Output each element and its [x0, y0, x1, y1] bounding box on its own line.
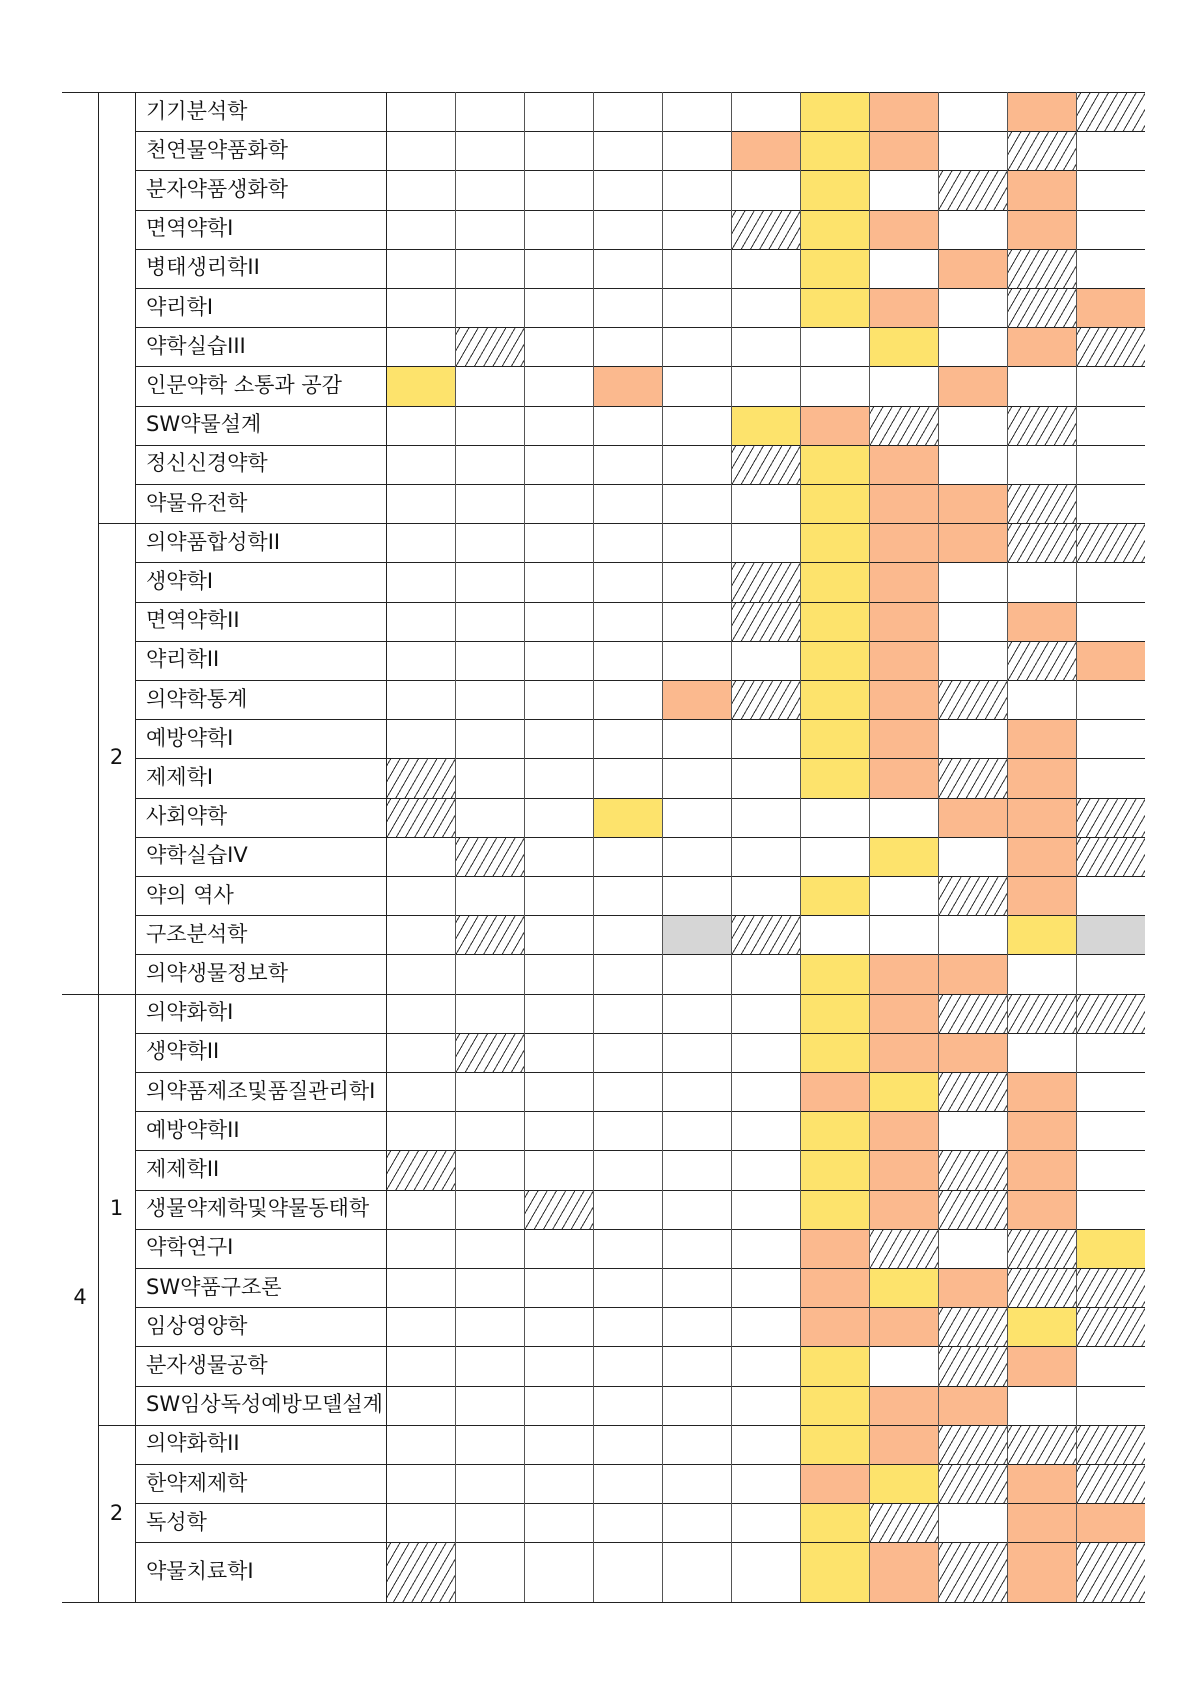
row-divider	[135, 210, 1145, 211]
competency-cell	[1007, 602, 1076, 641]
competency-cell	[800, 719, 869, 758]
column-divider	[938, 92, 939, 1602]
competency-cell	[938, 1307, 1007, 1346]
competency-cell	[1007, 288, 1076, 327]
row-divider	[135, 1190, 1145, 1191]
competency-cell	[800, 1503, 869, 1542]
competency-cell	[386, 1150, 455, 1189]
subject-name: 구조분석학	[146, 921, 248, 946]
competency-cell	[800, 249, 869, 288]
subject-name: 기기분석학	[146, 98, 248, 123]
column-divider	[386, 92, 387, 1602]
row-divider	[135, 1229, 1145, 1230]
competency-cell	[455, 837, 524, 876]
competency-cell	[869, 1542, 938, 1602]
competency-cell	[869, 327, 938, 366]
subject-name: 천연물약품화학	[146, 137, 289, 162]
subject-name: 생물약제학및약물동태학	[146, 1196, 370, 1221]
subject-name: 약학연구I	[146, 1235, 234, 1260]
competency-cell	[1076, 1542, 1145, 1602]
row-divider	[62, 92, 1145, 93]
competency-cell	[1007, 1111, 1076, 1150]
competency-cell	[869, 288, 938, 327]
competency-cell	[1007, 876, 1076, 915]
competency-cell	[869, 1229, 938, 1268]
competency-cell	[800, 1190, 869, 1229]
competency-cell	[800, 170, 869, 209]
column-divider	[98, 92, 99, 1602]
competency-cell	[869, 523, 938, 562]
row-divider	[135, 719, 1145, 720]
semester-label: 2	[109, 745, 124, 770]
row-divider	[135, 876, 1145, 877]
competency-cell	[1076, 798, 1145, 837]
competency-cell	[1007, 210, 1076, 249]
row-divider	[135, 798, 1145, 799]
row-divider	[135, 484, 1145, 485]
competency-cell	[800, 210, 869, 249]
column-divider	[662, 92, 663, 1602]
competency-cell	[455, 1033, 524, 1072]
subject-name: 약물유전학	[146, 490, 248, 515]
competency-cell	[455, 915, 524, 954]
row-divider	[98, 1425, 1145, 1426]
competency-cell	[869, 1190, 938, 1229]
column-divider	[869, 92, 870, 1602]
competency-cell	[938, 484, 1007, 523]
competency-cell	[1007, 327, 1076, 366]
column-divider	[455, 92, 456, 1602]
competency-cell	[938, 954, 1007, 993]
competency-cell	[869, 680, 938, 719]
competency-cell	[869, 1268, 938, 1307]
competency-cell	[938, 1346, 1007, 1385]
subject-name: 임상영양학	[146, 1313, 248, 1338]
column-divider	[731, 92, 732, 1602]
row-divider	[135, 1268, 1145, 1269]
competency-cell	[938, 758, 1007, 797]
row-divider	[135, 680, 1145, 681]
competency-cell	[869, 954, 938, 993]
competency-cell	[1076, 837, 1145, 876]
competency-cell	[1007, 1346, 1076, 1385]
competency-cell	[1007, 798, 1076, 837]
competency-cell	[869, 1503, 938, 1542]
competency-cell	[869, 994, 938, 1033]
competency-cell	[1076, 1464, 1145, 1503]
competency-cell	[593, 798, 662, 837]
competency-cell	[800, 406, 869, 445]
grade-label: 4	[73, 1285, 87, 1309]
competency-cell	[800, 641, 869, 680]
competency-cell	[800, 602, 869, 641]
competency-cell	[869, 445, 938, 484]
row-divider	[135, 1542, 1145, 1543]
row-divider	[135, 837, 1145, 838]
competency-cell	[938, 1386, 1007, 1425]
subject-name: 의약생물정보학	[146, 961, 289, 985]
subject-name: 정신신경약학	[146, 451, 268, 476]
subject-name: 사회약학	[146, 804, 228, 829]
subject-name: 생약학II	[146, 1039, 220, 1064]
subject-name: 약학실습III	[146, 333, 246, 358]
row-divider	[135, 915, 1145, 916]
competency-cell	[938, 1190, 1007, 1229]
competency-cell	[1007, 915, 1076, 954]
row-divider	[135, 954, 1145, 955]
competency-cell	[869, 641, 938, 680]
row-divider	[135, 1111, 1145, 1112]
subject-name: 의약학통계	[146, 686, 248, 711]
competency-cell	[800, 1346, 869, 1385]
row-divider	[135, 1072, 1145, 1073]
competency-cell	[800, 1425, 869, 1464]
competency-cell	[800, 92, 869, 131]
competency-cell	[1007, 1425, 1076, 1464]
competency-cell	[662, 915, 731, 954]
subject-name: 약리학II	[146, 647, 220, 672]
competency-cell	[869, 484, 938, 523]
row-divider	[135, 327, 1145, 328]
competency-cell	[869, 1033, 938, 1072]
column-divider	[524, 92, 525, 1602]
competency-cell	[800, 1386, 869, 1425]
competency-cell	[1076, 915, 1145, 954]
subject-name: 약리학I	[146, 294, 214, 319]
competency-cell	[1007, 484, 1076, 523]
subject-name: 의약품제조및품질관리학I	[146, 1078, 376, 1103]
row-divider	[135, 249, 1145, 250]
competency-cell	[869, 1307, 938, 1346]
competency-cell	[869, 719, 938, 758]
competency-cell	[1007, 1464, 1076, 1503]
competency-cell	[1007, 170, 1076, 209]
competency-cell	[800, 1307, 869, 1346]
competency-cell	[869, 837, 938, 876]
competency-cell	[938, 1425, 1007, 1464]
competency-cell	[1007, 523, 1076, 562]
semester-label: 1	[109, 1196, 124, 1221]
competency-cell	[869, 602, 938, 641]
competency-cell	[800, 680, 869, 719]
subject-name: 약의 역사	[146, 882, 234, 907]
competency-cell	[800, 954, 869, 993]
competency-cell	[800, 1033, 869, 1072]
subject-name: 한약제제학	[146, 1470, 248, 1495]
row-divider	[135, 1307, 1145, 1308]
competency-cell	[731, 562, 800, 601]
row-divider	[135, 1346, 1145, 1347]
competency-cell	[1007, 1190, 1076, 1229]
competency-cell	[1007, 406, 1076, 445]
row-divider	[135, 445, 1145, 446]
competency-cell	[938, 1268, 1007, 1307]
subject-name: 의약화학I	[146, 1000, 234, 1025]
competency-cell	[938, 680, 1007, 719]
competency-cell	[938, 366, 1007, 405]
competency-cell	[938, 876, 1007, 915]
table-bottom-border	[62, 1602, 1145, 1603]
competency-cell	[1076, 92, 1145, 131]
subject-name: 생약학I	[146, 569, 214, 593]
row-divider	[135, 131, 1145, 132]
row-divider	[135, 602, 1145, 603]
competency-cell	[800, 1464, 869, 1503]
competency-cell	[800, 994, 869, 1033]
competency-cell	[938, 994, 1007, 1033]
competency-cell	[869, 1111, 938, 1150]
column-divider	[800, 92, 801, 1602]
competency-cell	[1007, 758, 1076, 797]
competency-cell	[869, 92, 938, 131]
column-divider	[593, 92, 594, 1602]
subject-name: 예방약학I	[146, 725, 234, 750]
subject-name: 인문약학 소통과 공감	[146, 373, 342, 397]
competency-cell	[1007, 1542, 1076, 1602]
competency-cell	[1076, 994, 1145, 1033]
competency-cell	[1007, 1072, 1076, 1111]
competency-cell	[938, 1542, 1007, 1602]
competency-cell	[800, 1268, 869, 1307]
row-divider	[135, 1464, 1145, 1465]
competency-cell	[1076, 288, 1145, 327]
row-divider	[135, 288, 1145, 289]
semester-label: 2	[109, 1500, 124, 1525]
competency-cell	[800, 876, 869, 915]
competency-cell	[1076, 1268, 1145, 1307]
competency-cell	[1076, 1503, 1145, 1542]
row-divider	[135, 1386, 1145, 1387]
competency-cell	[1007, 1268, 1076, 1307]
competency-cell	[800, 445, 869, 484]
subject-name: 독성학	[146, 1509, 207, 1534]
competency-cell	[524, 1190, 593, 1229]
competency-cell	[869, 1464, 938, 1503]
competency-cell	[938, 1033, 1007, 1072]
column-divider	[1076, 92, 1077, 1602]
competency-cell	[731, 131, 800, 170]
competency-cell	[1007, 1229, 1076, 1268]
subject-name: 제제학I	[146, 765, 214, 789]
competency-cell	[938, 1464, 1007, 1503]
competency-cell	[800, 562, 869, 601]
row-divider	[135, 562, 1145, 563]
subject-name: 제제학II	[146, 1157, 220, 1181]
subject-name: 분자약품생화학	[146, 177, 289, 201]
competency-cell	[800, 1150, 869, 1189]
competency-cell	[800, 484, 869, 523]
competency-cell	[1076, 523, 1145, 562]
competency-cell	[869, 1072, 938, 1111]
competency-cell	[938, 523, 1007, 562]
competency-cell	[800, 131, 869, 170]
competency-cell	[800, 288, 869, 327]
competency-cell	[1076, 641, 1145, 680]
competency-cell	[869, 758, 938, 797]
competency-cell	[1007, 249, 1076, 288]
row-divider	[98, 523, 1145, 524]
subject-name: 분자생물공학	[146, 1353, 268, 1377]
competency-cell	[386, 798, 455, 837]
competency-cell	[800, 1542, 869, 1602]
competency-cell	[869, 210, 938, 249]
row-divider	[135, 641, 1145, 642]
competency-cell	[1007, 92, 1076, 131]
competency-cell	[1076, 1307, 1145, 1346]
competency-cell	[731, 680, 800, 719]
competency-cell	[800, 758, 869, 797]
subject-name: SW약물설계	[146, 412, 262, 437]
competency-cell	[938, 170, 1007, 209]
competency-cell	[731, 915, 800, 954]
competency-cell	[800, 1111, 869, 1150]
competency-cell	[869, 1425, 938, 1464]
competency-cell	[1007, 1503, 1076, 1542]
competency-cell	[938, 798, 1007, 837]
competency-cell	[938, 1072, 1007, 1111]
competency-cell	[800, 1072, 869, 1111]
subject-name: SW임상독성예방모델설계	[146, 1392, 383, 1417]
row-divider	[135, 1150, 1145, 1151]
competency-cell	[1007, 1307, 1076, 1346]
row-divider	[62, 994, 1145, 995]
competency-cell	[1007, 719, 1076, 758]
competency-cell	[731, 602, 800, 641]
competency-cell	[731, 210, 800, 249]
column-divider	[135, 92, 136, 1602]
subject-name: 의약품합성학II	[146, 529, 281, 554]
row-divider	[135, 1033, 1145, 1034]
competency-cell	[1076, 1229, 1145, 1268]
subject-name: 병태생리학II	[146, 255, 260, 280]
competency-cell	[593, 366, 662, 405]
column-divider	[1007, 92, 1008, 1602]
competency-cell	[869, 406, 938, 445]
competency-cell	[938, 249, 1007, 288]
competency-cell	[1007, 641, 1076, 680]
competency-cell	[800, 1229, 869, 1268]
row-divider	[135, 758, 1145, 759]
competency-cell	[386, 758, 455, 797]
competency-cell	[386, 366, 455, 405]
competency-cell	[869, 1150, 938, 1189]
competency-cell	[731, 406, 800, 445]
competency-cell	[869, 131, 938, 170]
competency-cell	[1076, 327, 1145, 366]
subject-name: 약학실습IV	[146, 843, 248, 868]
subject-name: SW약품구조론	[146, 1274, 282, 1299]
competency-cell	[869, 562, 938, 601]
competency-cell	[386, 1542, 455, 1602]
competency-cell	[938, 1150, 1007, 1189]
row-divider	[135, 406, 1145, 407]
row-divider	[135, 1503, 1145, 1504]
competency-cell	[1007, 837, 1076, 876]
competency-cell	[731, 445, 800, 484]
competency-cell	[1076, 1425, 1145, 1464]
competency-cell	[1007, 994, 1076, 1033]
competency-cell	[662, 680, 731, 719]
subject-name: 면역약학II	[146, 608, 240, 633]
subject-name: 의약화학II	[146, 1431, 240, 1456]
subject-name: 면역약학I	[146, 216, 234, 241]
competency-cell	[869, 1386, 938, 1425]
row-divider	[135, 170, 1145, 171]
subject-name: 예방약학II	[146, 1117, 240, 1142]
subject-name: 약물치료학I	[146, 1559, 254, 1584]
competency-cell	[1007, 1150, 1076, 1189]
competency-cell	[1007, 131, 1076, 170]
competency-cell	[800, 523, 869, 562]
row-divider	[135, 366, 1145, 367]
competency-cell	[455, 327, 524, 366]
